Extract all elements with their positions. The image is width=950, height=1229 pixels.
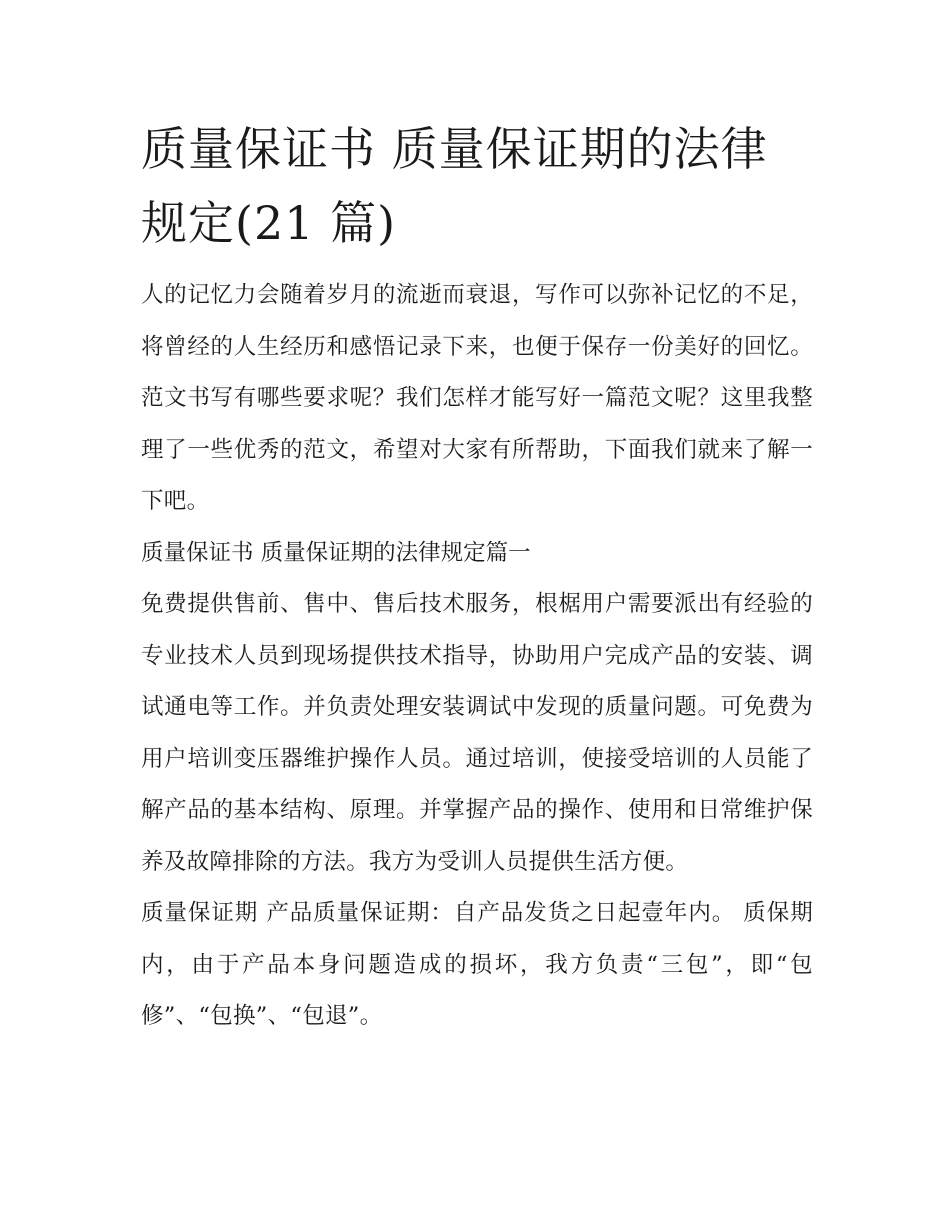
service-paragraph: 免费提供售前、售中、售后技术服务，根椐用户需要派出有经验的专业技术人员到现场提供技术指导，协助用户完成产品的安装、调试通电等工作。并负责处理安装调试中发现的质量问题。可免费为用户培训变压器维护操作人员。通过培训，使接受培训的人员能了解产品的基本结构、原理。并掌握产品的操作、使用和日常维护保养及故障排除的方法。我方为受训人员提供生活方便。 — [141, 591, 813, 875]
section-heading: 质量保证书 质量保证期的法律规定篇一 — [141, 539, 531, 566]
warranty-paragraph: 质量保证期 产品质量保证期：自产品发货之日起壹年内。 质保期内，由于产品本身问题造成的损坏，我方负责“三包”，即“包修”、“包换”、“包退”。 — [141, 900, 813, 1029]
document-page — [141, 112, 813, 1043]
document-title: 质量保证书 质量保证期的法律规定(21 篇) — [141, 122, 768, 250]
intro-paragraph: 人的记忆力会随着岁月的流逝而衰退，写作可以弥补记忆的不足，将曾经的人生经历和感悟记录下来，也便于保存一份美好的回忆。范文书写有哪些要求呢？我们怎样才能写好一篇范文呢？这里我整理了一些优秀的范文，希望对大家有所帮助，下面我们就来了解一下吧。 — [141, 282, 813, 514]
